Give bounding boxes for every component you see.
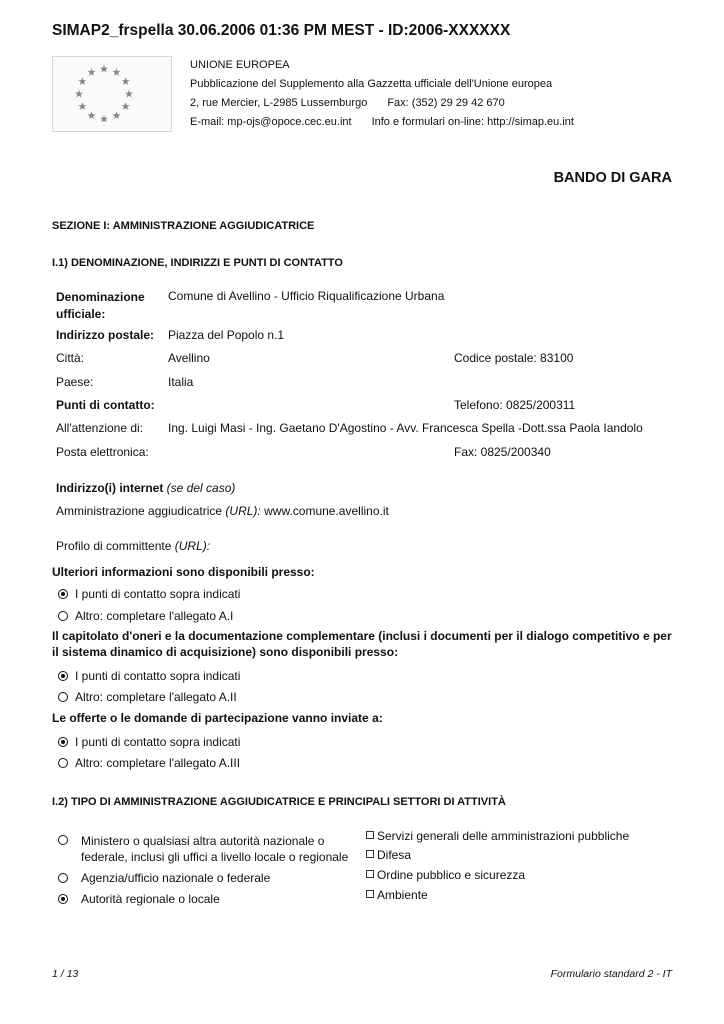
- checkbox-icon[interactable]: [366, 870, 374, 878]
- option-label: Altro: completare l'allegato A.III: [75, 756, 241, 770]
- star-icon: [100, 115, 108, 123]
- denominazione-value: Comune di Avellino - Ufficio Riqualificazione Urbana: [168, 289, 445, 303]
- star-icon: [122, 77, 130, 85]
- star-icon: [113, 68, 121, 76]
- star-icon: [78, 102, 86, 110]
- question-offers: Le offerte o le domande di partecipazione vanno inviate a:: [52, 711, 383, 725]
- publisher-info: Info e formulari on-line: http://simap.eu.int: [371, 116, 574, 128]
- radio-option[interactable]: [58, 833, 361, 865]
- checkbox-option[interactable]: [366, 848, 411, 862]
- radio-option[interactable]: [58, 735, 240, 749]
- internet-label: Indirizzo(i) internet: [56, 481, 164, 495]
- checkbox-icon[interactable]: [366, 890, 374, 898]
- radio-option[interactable]: [58, 756, 240, 770]
- radio-empty-icon[interactable]: [58, 835, 68, 845]
- radio-empty-icon[interactable]: [58, 873, 68, 883]
- publisher-email: E-mail: mp-ojs@opoce.cec.eu.int: [190, 116, 352, 128]
- admin-url-label: Amministrazione aggiudicatrice: [56, 504, 223, 518]
- option-label: Altro: completare l'allegato A.I: [75, 609, 234, 623]
- question-info: Ulteriori informazioni sono disponibili presso:: [52, 565, 315, 579]
- citta-label: Città:: [56, 351, 85, 365]
- star-icon: [78, 77, 86, 85]
- radio-option[interactable]: [58, 891, 220, 907]
- option-label: Ambiente: [377, 888, 428, 902]
- radio-selected-icon[interactable]: [58, 589, 68, 599]
- internet-note: (se del caso): [166, 481, 236, 495]
- option-label: Ordine pubblico e sicurezza: [377, 868, 526, 882]
- codice-postale: Codice postale: 83100: [454, 351, 574, 365]
- radio-option[interactable]: [58, 587, 240, 601]
- publisher-fax: Fax: (352) 29 29 42 670: [387, 97, 505, 109]
- internet-heading: [56, 481, 235, 495]
- checkbox-option[interactable]: [366, 829, 629, 843]
- section-title: SEZIONE I: AMMINISTRAZIONE AGGIUDICATRICE: [52, 220, 315, 232]
- punti-contatto-label: Punti di contatto:: [56, 398, 155, 412]
- option-label: I punti di contatto sopra indicati: [75, 669, 241, 683]
- checkbox-icon[interactable]: [366, 831, 374, 839]
- form-name: Formulario standard 2 - IT: [550, 968, 672, 980]
- checkbox-icon[interactable]: [366, 850, 374, 858]
- publisher-address-line: [190, 94, 574, 113]
- radio-option[interactable]: [58, 690, 237, 704]
- option-label: I punti di contatto sopra indicati: [75, 587, 241, 601]
- page-number: 1 / 13: [52, 968, 79, 980]
- option-label: Autorità regionale o locale: [81, 892, 220, 906]
- profilo-line: [56, 539, 210, 553]
- radio-empty-icon[interactable]: [58, 758, 68, 768]
- star-icon: [100, 65, 108, 73]
- telefono: Telefono: 0825/200311: [454, 398, 576, 412]
- radio-option[interactable]: [58, 870, 270, 886]
- subsection-title-contacts: I.1) DENOMINAZIONE, INDIRIZZI E PUNTI DI CONTATTO: [52, 257, 343, 269]
- question-docs: Il capitolato d'oneri e la documentazione complementare (inclusi i documenti per il dialogo competitivo e per il sistema dinamico di acquisizione) sono disponibili presso:: [52, 629, 672, 659]
- paese-value: Italia: [168, 375, 194, 389]
- option-label: Ministero o qualsiasi altra autorità nazionale o federale, inclusi gli uffici a livello locale o regionale: [81, 834, 349, 864]
- radio-selected-icon[interactable]: [58, 737, 68, 747]
- citta-value: Avellino: [168, 351, 210, 365]
- profilo-url-label: (URL):: [174, 539, 211, 553]
- option-label: Agenzia/ufficio nazionale o federale: [81, 871, 271, 885]
- star-icon: [122, 102, 130, 110]
- indirizzo-label: Indirizzo postale:: [56, 328, 155, 342]
- publisher-address: 2, rue Mercier, L-2985 Lussemburgo: [190, 97, 368, 109]
- radio-selected-icon[interactable]: [58, 671, 68, 681]
- option-label: I punti di contatto sopra indicati: [75, 735, 241, 749]
- admin-url-line: [56, 504, 389, 518]
- admin-url-value: www.comune.avellino.it: [264, 504, 389, 518]
- radio-empty-icon[interactable]: [58, 692, 68, 702]
- attenzione-value: Ing. Luigi Masi - Ing. Gaetano D'Agostino - Avv. Francesca Spella -Dott.ssa Paola Iandolo: [168, 421, 643, 435]
- publisher-description: Pubblicazione del Supplemento alla Gazzetta ufficiale dell'Unione europea: [190, 78, 553, 90]
- option-label: Servizi generali delle amministrazioni pubbliche: [377, 829, 630, 843]
- radio-option[interactable]: [58, 669, 240, 683]
- star-icon: [88, 111, 96, 119]
- publisher-block: [190, 56, 574, 132]
- option-label: Difesa: [377, 848, 412, 862]
- star-icon: [113, 111, 121, 119]
- url-label: (URL):: [225, 504, 261, 518]
- document-header-title: SIMAP2_frspella 30.06.2006 01:36 PM MEST - ID:2006-XXXXXX: [52, 22, 511, 39]
- radio-empty-icon[interactable]: [58, 611, 68, 621]
- profilo-label: Profilo di committente: [56, 539, 172, 553]
- denominazione-label: Denominazione ufficiale:: [56, 290, 145, 321]
- indirizzo-value: Piazza del Popolo n.1: [168, 328, 285, 342]
- option-label: Altro: completare l'allegato A.II: [75, 690, 237, 704]
- star-icon: [125, 90, 133, 98]
- attenzione-label: All'attenzione di:: [56, 421, 144, 435]
- document-type-title: BANDO DI GARA: [553, 170, 672, 186]
- star-icon: [88, 68, 96, 76]
- posta-elettronica-label: Posta elettronica:: [56, 445, 149, 459]
- radio-option[interactable]: [58, 609, 233, 623]
- checkbox-option[interactable]: [366, 888, 428, 902]
- publisher-name: UNIONE EUROPEA: [190, 59, 290, 71]
- eu-flag-logo: [52, 56, 172, 132]
- subsection-title-tipo: I.2) TIPO DI AMMINISTRAZIONE AGGIUDICATRICE E PRINCIPALI SETTORI DI ATTIVITÀ: [52, 796, 506, 808]
- publisher-contact-line: [190, 113, 574, 132]
- checkbox-option[interactable]: [366, 868, 525, 882]
- paese-label: Paese:: [56, 375, 94, 389]
- star-icon: [75, 90, 83, 98]
- radio-selected-icon[interactable]: [58, 894, 68, 904]
- fax: Fax: 0825/200340: [454, 445, 551, 459]
